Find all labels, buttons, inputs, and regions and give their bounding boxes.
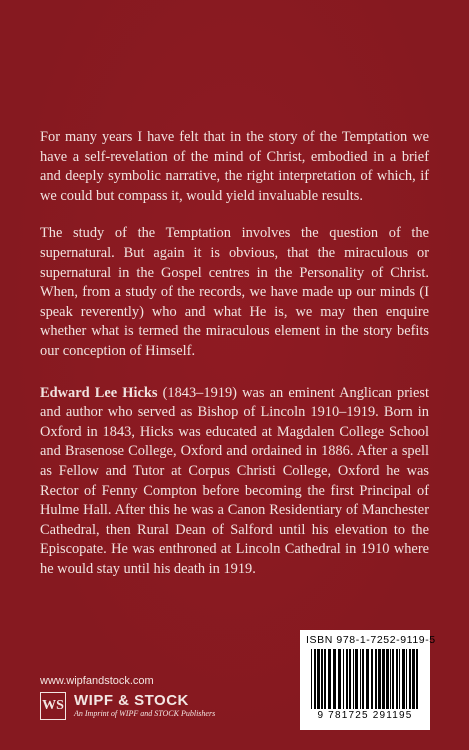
back-cover-text	[40, 128, 429, 597]
barcode-icon	[309, 649, 421, 709]
isbn-label: ISBN 978-1-7252-9119-5	[306, 634, 436, 646]
publisher-tagline: An Imprint of WIPF and STOCK Publishers	[74, 709, 216, 718]
publisher-text	[74, 693, 215, 719]
publisher-url: www.wipfandstock.com	[40, 675, 154, 687]
barcode-box	[300, 630, 436, 730]
blurb-paragraph-2: The study of the Temptation involves the question of the supernatural. But again it is obvious, that the miraculous or supernatural in the Gospel centres in the Personality of Christ. When, from a study of the records, we have made up our minds (I speak reverently) who and what He is, we may then enquire whether what is termed the miraculous element in the story befits our conception of Himself.	[40, 225, 429, 359]
author-bio	[40, 384, 429, 580]
publisher-block	[40, 692, 215, 720]
author-bio-text: (1843–1919) was an eminent Anglican priest and author who served as Bishop of Lincoln 1910–1919. Born in Oxford in 1843, Hicks was educated at Magdalen College School and Brasenose College, Oxford and ordained in 1886. After a spell as Fellow and Tutor at Corpus Christi College, Oxford he was Rector of Fenny Compton before becoming the first Principal of Hulme Hall. After this he was a Canon Residentiary of Manchester Cathedral, then Rural Dean of Salford until his elevation to the Episcopate. He was enthroned at Lincoln Cathedral in 1910 where he would stay until his death in 1919.	[40, 384, 429, 577]
publisher-logo-icon: WS	[40, 692, 66, 720]
barcode-digits: 9 781725 291195	[317, 710, 413, 721]
publisher-name: WIPF & STOCK	[74, 692, 189, 709]
blurb-paragraph-1: For many years I have felt that in the story of the Temptation we have a self-revelation of the mind of Christ, embodied in a brief and deeply symbolic narrative, the right interpretation of which, if we could but compass it, would yield invaluable results.	[40, 129, 429, 204]
author-name: Edward Lee Hicks	[40, 384, 158, 401]
